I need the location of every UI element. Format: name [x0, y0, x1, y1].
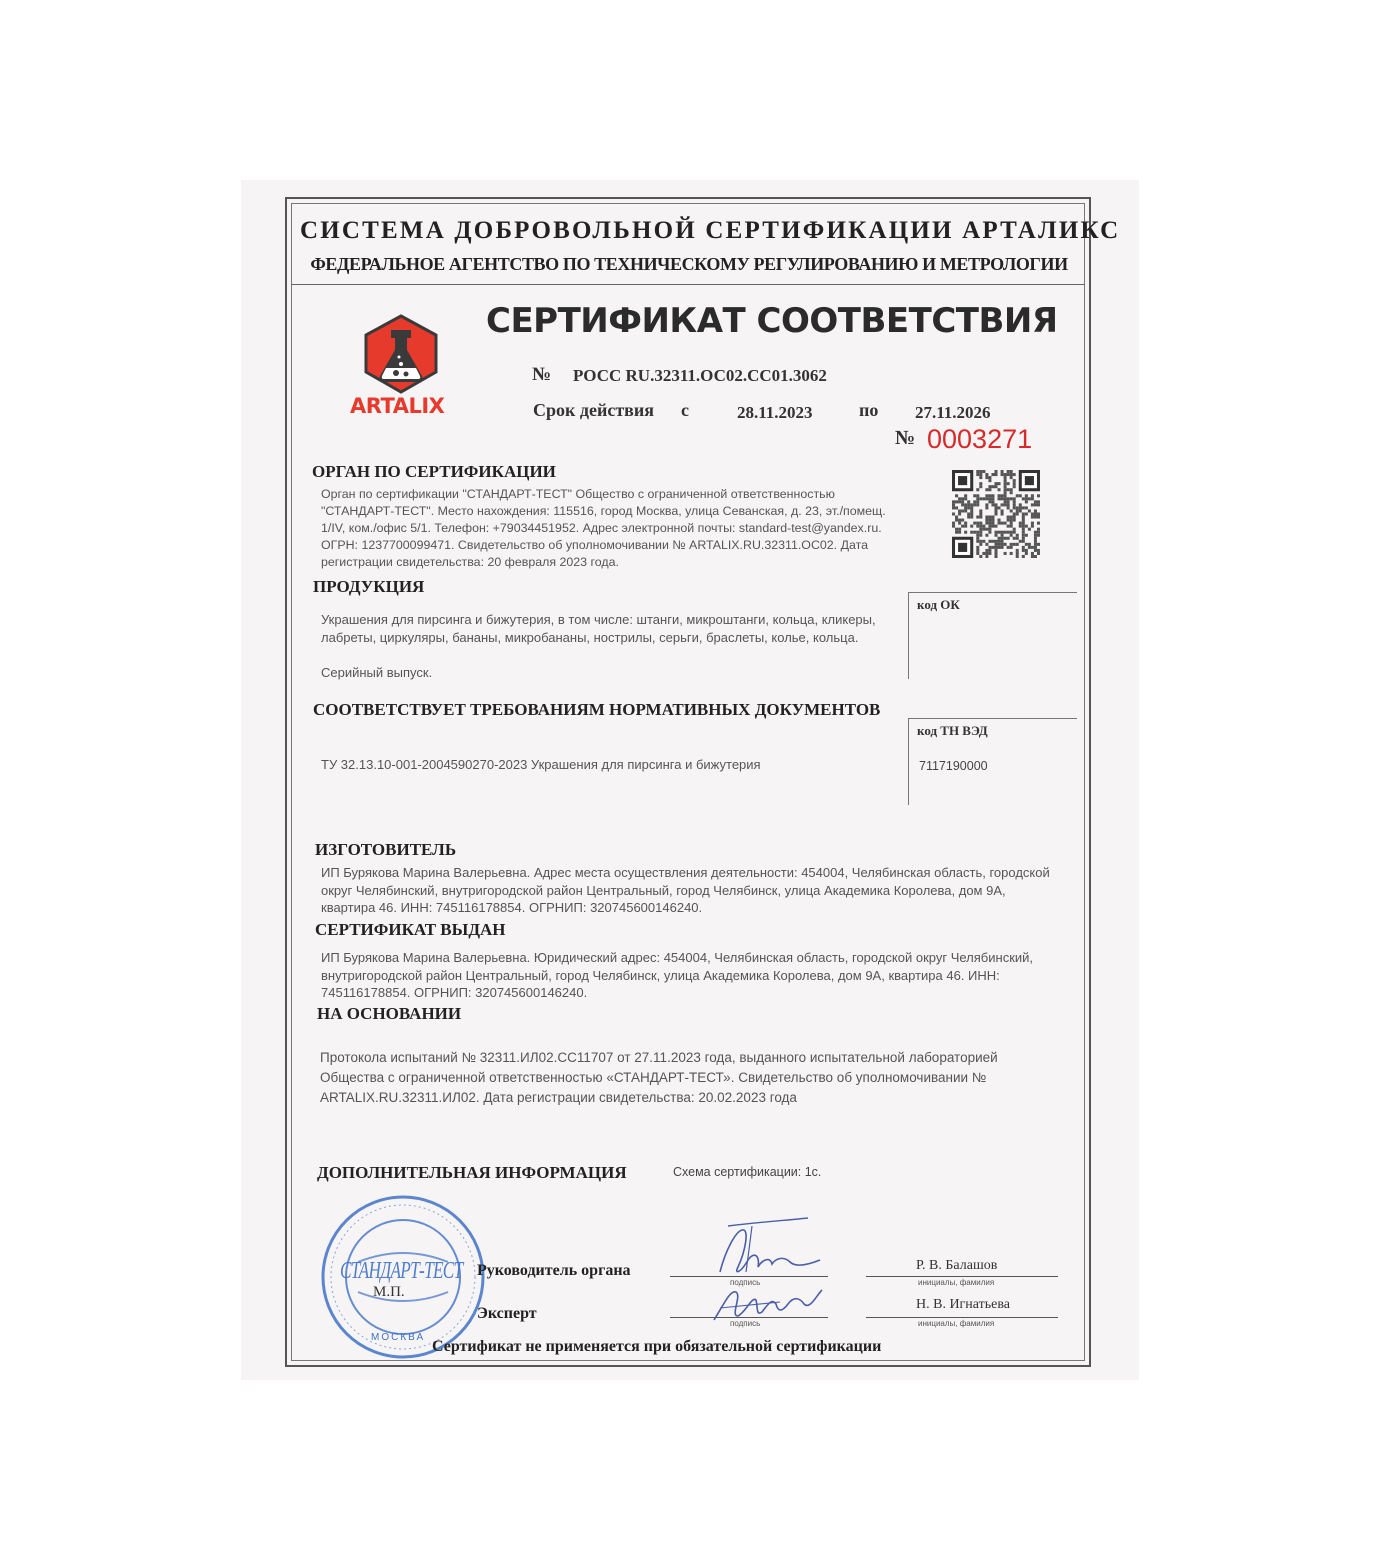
expert-name-caption: инициалы, фамилия	[918, 1319, 995, 1328]
logo-text-art: ART	[350, 394, 393, 418]
product-heading: ПРОДУКЦИЯ	[313, 577, 425, 596]
stamp-city: МОСКВА	[371, 1332, 426, 1343]
manufacturer-heading: ИЗГОТОВИТЕЛЬ	[315, 840, 457, 859]
validity-from-date: 28.11.2023	[737, 403, 813, 422]
basis-text: Протокола испытаний № 32311.ИЛ02.СС11707 от 27.11.2023 года, выданного испытательной лабораторией Общества с ограниченной ответственностью «СТАНДАРТ-ТЕСТ». Свидетельство об уполномочивании № ARTALIX.RU.32311.ИЛ02. Дата регистрации свидетельства: 20.02.2023 года	[320, 1050, 998, 1105]
basis-heading: НА ОСНОВАНИИ	[317, 1004, 462, 1023]
expert-sign-caption: подпись	[730, 1319, 761, 1328]
round-stamp	[318, 1192, 488, 1362]
certificate-number: РОСС RU.32311.ОС02.СС01.3062	[573, 366, 827, 385]
head-name: Р. В. Балашов	[916, 1258, 998, 1273]
head-name-line	[866, 1276, 1058, 1277]
manufacturer-text: ИП Бурякова Марина Валерьевна. Адрес места осуществления деятельности: 454004, Челябинская область, городской округ Челябинский, внутригородской район Центральный, город Челябинск, улица Академика Королева, дом 9А, квартира 46. ИНН: 745116178854. ОГРНИП: 320745600146240.	[321, 865, 1050, 915]
product-release: Серийный выпуск.	[321, 665, 433, 680]
code-ok-label: код ОК	[917, 597, 960, 612]
qr-code	[952, 470, 1040, 558]
stamp-center-text: СТАНДАРТ-ТЕСТ	[340, 1258, 463, 1284]
validity-from-label: с	[681, 400, 689, 420]
validity-label: Срок действия	[533, 400, 655, 420]
issued-heading: СЕРТИФИКАТ ВЫДАН	[315, 920, 506, 939]
head-name-caption: инициалы, фамилия	[918, 1278, 995, 1287]
qr-code-icon	[952, 470, 1040, 558]
expert-name-line	[866, 1317, 1058, 1318]
product-text: Украшения для пирсинга и бижутерия, в том числе: штанги, микроштанги, кольца, кликеры, лабреты, циркуляры, бананы, микробананы, нострилы, серьги, браслеты, колье, кольца.	[321, 612, 876, 645]
serial-number: 0003271	[927, 424, 1033, 454]
signature-icon	[700, 1212, 840, 1342]
expert-label: Эксперт	[477, 1305, 537, 1322]
logo-text-alix: ALIX	[392, 394, 445, 418]
mp-label: М.П.	[373, 1284, 405, 1300]
handwritten-signatures	[700, 1212, 840, 1342]
serial-label: №	[895, 427, 916, 449]
head-label: Руководитель органа	[477, 1262, 631, 1279]
validity-to-label: по	[859, 400, 879, 420]
agency-title: ФЕДЕРАЛЬНОЕ АГЕНТСТВО ПО ТЕХНИЧЕСКОМУ РЕГУЛИРОВАНИЮ И МЕТРОЛОГИИ	[310, 254, 1068, 274]
tnved-label: код ТН ВЭД	[917, 723, 988, 738]
system-title: СИСТЕМА ДОБРОВОЛЬНОЙ СЕРТИФИКАЦИИ АРТАЛИКС	[300, 217, 1121, 244]
artalix-logo	[346, 310, 456, 420]
logo-wordmark	[350, 394, 444, 418]
additional-heading: ДОПОЛНИТЕЛЬНАЯ ИНФОРМАЦИЯ	[317, 1163, 627, 1182]
expert-name: Н. В. Игнатьева	[916, 1297, 1011, 1312]
tnved-value: 7117190000	[919, 759, 988, 773]
validity-to-date: 27.11.2026	[915, 403, 991, 422]
header-divider	[291, 284, 1085, 285]
organ-heading: ОРГАН ПО СЕРТИФИКАЦИИ	[312, 462, 556, 481]
standards-heading: СООТВЕТСТВУЕТ ТРЕБОВАНИЯМ НОРМАТИВНЫХ ДОКУМЕНТОВ	[313, 700, 881, 719]
issued-text: ИП Бурякова Марина Валерьевна. Юридический адрес: 454004, Челябинская область, городской округ Челябинский, внутригородской район Центральный, город Челябинск, улица Академика Королева, дом 9А, квартира 46. ИНН: 745116178854. ОГРНИП: 320745600146240.	[321, 950, 1034, 1000]
footer-note: Сертификат не применяется при обязательной сертификации	[432, 1338, 882, 1355]
organ-text: Орган по сертификации "СТАНДАРТ-ТЕСТ" Общество с ограниченной ответственностью "СТАНДАРТ-ТЕСТ". Место нахождения: 115516, город Москва, улица Севанская, д. 23, эт./помещ. 1/IV, ком./офис 5/1. Телефон: +79034451952. Адрес электронной почты: standard-test@yandex.ru. ОГРН: 1237700099471. Свидетельство об уполномочивании № ARTALIX.RU.32311.ОС02. Дата регистрации свидетельства: 20 февраля 2023 года.	[321, 487, 886, 569]
certificate-title: СЕРТИФИКАТ СООТВЕТСТВИЯ	[486, 301, 1058, 341]
standards-text: ТУ 32.13.10-001-2004590270-2023 Украшения для пирсинга и бижутерия	[321, 757, 761, 772]
head-sign-caption: подпись	[730, 1278, 761, 1287]
certification-scheme: Схема сертификации: 1с.	[673, 1165, 822, 1179]
number-label: №	[532, 364, 552, 385]
